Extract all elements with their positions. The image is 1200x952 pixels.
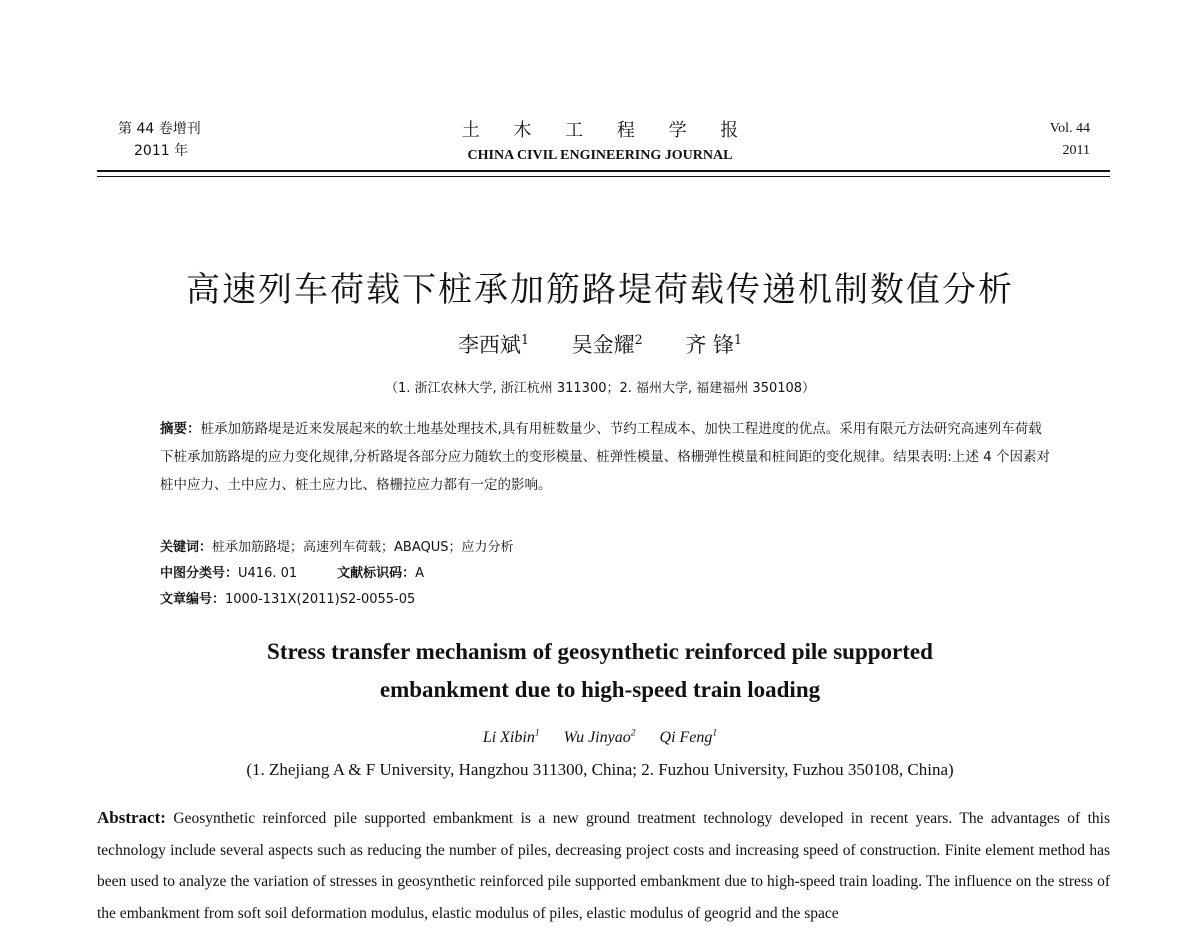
authors-en <box>0 728 1200 747</box>
metadata-cn <box>160 535 514 613</box>
journal-name-cn: 土 木 工 程 学 报 <box>461 120 753 141</box>
keywords-cn: 关键词：桩承加筋路堤；高速列车荷载；ABAQUS；应力分析 <box>160 540 514 555</box>
author-cn: 李西斌$^1$ <box>457 332 529 357</box>
affiliation-cn: （1. 浙江农林大学, 浙江杭州 311300；2. 福州大学, 福建福州 350108） <box>384 381 816 396</box>
year-cn: 2011 年 <box>134 143 189 159</box>
author-cn: 吴金耀$^2$ <box>571 332 643 357</box>
affiliation-en: (1. Zhejiang A & F University, Hangzhou 311300, China; 2. Fuzhou University, Fuzhou 350108, China) <box>246 760 954 779</box>
title-en-line2: embankment due to high-speed train loading <box>379 677 821 702</box>
paper-title-en <box>0 633 1200 709</box>
volume-issue-cn: 第 44 卷增刊 <box>118 121 201 137</box>
author-en: Wu Jinyao$^2$ <box>563 728 636 747</box>
author-en: Li Xibin$^1$ <box>482 728 540 747</box>
header-right <box>1050 118 1090 162</box>
year-en: 2011 <box>1062 143 1090 158</box>
volume-en: Vol. 44 <box>1049 121 1090 136</box>
abstract-cn-label: 摘要： <box>160 421 201 437</box>
abstract-en <box>97 802 1110 929</box>
journal-name-en: CHINA CIVIL ENGINEERING JOURNAL <box>467 148 733 163</box>
journal-header <box>0 116 1200 164</box>
author-cn: 齐 锋$^1$ <box>685 332 743 357</box>
classification-line: 中图分类号：U416. 01 文献标识码：A <box>160 566 425 581</box>
authors-cn <box>0 329 1200 359</box>
abstract-en-label: Abstract: <box>97 808 166 827</box>
abstract-cn <box>160 415 1050 499</box>
header-rule-thick <box>97 170 1110 172</box>
header-rule-thin <box>97 176 1110 177</box>
abstract-cn-text: 桩承加筋路堤是近来发展起来的软土地基处理技术,具有用桩数量少、节约工程成本、加快工程进度的优点。采用有限元方法研究高速列车荷载下桩承加筋路堤的应力变化规律,分析路堤各部分应力随软土的变形模量、桩弹性模量、格栅弹性模量和桩间距的变化规律。结果表明:上述 4 个因素对桩中应力、土中应力、桩土应力比、格栅拉应力都有一定的影响。 <box>160 421 1051 493</box>
author-en: Qi Feng$^1$ <box>659 728 718 747</box>
paper-title-cn: 高速列车荷载下桩承加筋路堤荷载传递机制数值分析 <box>186 270 1014 310</box>
title-en-line1: Stress transfer mechanism of geosynthetic reinforced pile supported <box>267 639 933 664</box>
abstract-en-text: Geosynthetic reinforced pile supported embankment is a new ground treatment technology developed in recent years. The advantages of this technology include several aspects such as reducing the number of piles, decreasing project costs and increasing speed of construction. Finite element method has been used to analyze the variation of stresses in geosynthetic reinforced pile supported embankment due to high-speed train loading. The influence on the stress of the embankment from soft soil deformation modulus, elastic modulus of piles, elastic modulus of geogrid and the space <box>97 810 1111 922</box>
article-number: 文章编号：1000-131X(2011)S2-0055-05 <box>160 592 416 607</box>
